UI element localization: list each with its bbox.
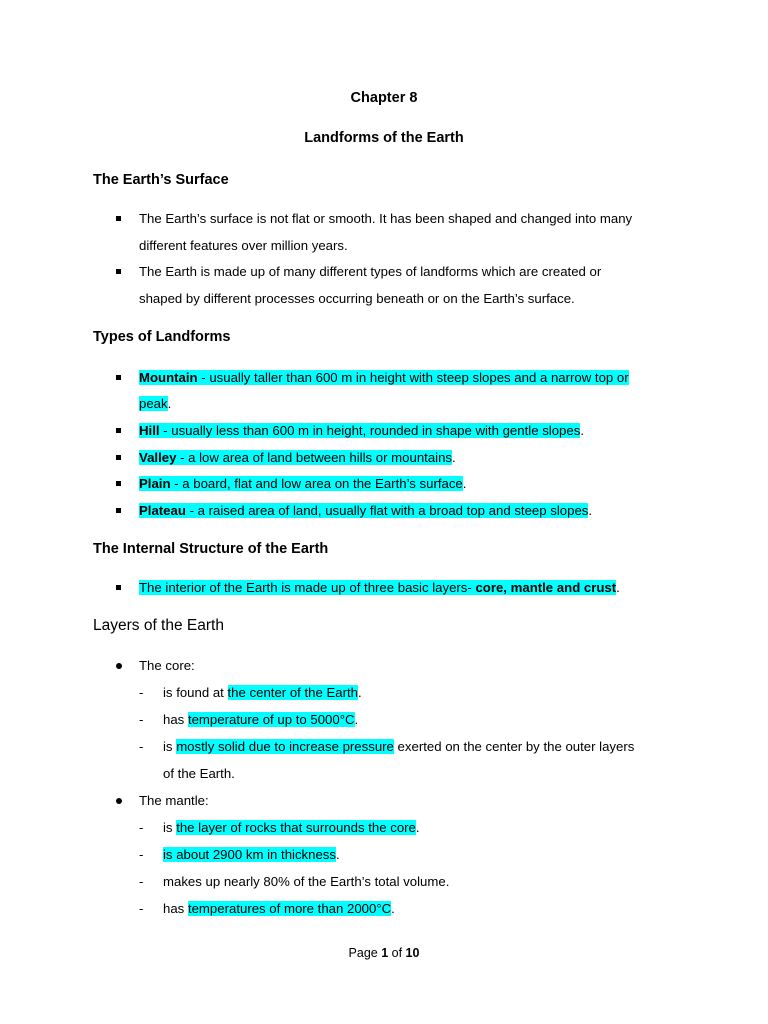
mantle-item-4-highlight: temperatures of more than 2000°C (187, 901, 392, 916)
core-item-3-line-2: of the Earth. (163, 766, 235, 781)
term-hill: Hill (139, 423, 160, 438)
surface-bullet-2-line-2: shaped by different processes occurring beneath or on the Earth’s surface. (139, 291, 575, 306)
core-item-1-text: is found at (163, 685, 228, 700)
term-mountain: Mountain (139, 370, 198, 385)
heading-earths-surface: The Earth’s Surface (93, 172, 229, 188)
mountain-definition-end: peak (139, 396, 168, 411)
period: . (452, 450, 456, 465)
core-item-2-text: has (163, 712, 188, 727)
page-word: Page (348, 946, 382, 960)
square-bullet-icon (116, 375, 121, 380)
mantle-item-4-text: has (163, 901, 188, 916)
landform-valley (139, 449, 456, 467)
core-item-2 (163, 711, 358, 729)
mantle-item-2-highlight: is about 2900 km in thickness (163, 847, 336, 862)
landform-plateau (139, 502, 592, 520)
square-bullet-icon (116, 455, 121, 460)
square-bullet-icon (116, 508, 121, 513)
landform-mountain-line-2 (139, 395, 171, 413)
square-bullet-icon (116, 269, 121, 274)
mountain-definition: - usually taller than 600 m in height with steep slopes and a narrow top or (197, 370, 629, 385)
heading-types-of-landforms: Types of Landforms (93, 329, 231, 345)
landform-plain (139, 475, 466, 493)
dash-bullet: - (139, 712, 144, 727)
square-bullet-icon (116, 428, 121, 433)
period: . (462, 476, 467, 491)
mantle-item-2 (163, 846, 340, 864)
period: . (415, 820, 420, 835)
period: . (336, 847, 340, 862)
heading-layers-of-earth: Layers of the Earth (93, 617, 224, 634)
period: . (588, 503, 593, 518)
hill-definition: - usually less than 600 m in height, rounded in shape with gentle slopes (159, 423, 581, 438)
mantle-item-4 (163, 900, 395, 918)
plateau-definition: - a raised area of land, usually flat with a broad top and steep slopes (185, 503, 589, 518)
interior-layers-statement (139, 579, 620, 597)
dash-bullet: - (139, 847, 144, 862)
surface-bullet-2-line-1: The Earth is made up of many different types of landforms which are created or (139, 264, 602, 279)
mantle-item-1-text: is (163, 820, 177, 835)
total-pages: 10 (405, 946, 420, 960)
square-bullet-icon (116, 481, 121, 486)
core-item-1-highlight: the center of the Earth (227, 685, 359, 700)
document-title: Landforms of the Earth (304, 130, 464, 146)
core-item-3-rest: exerted on the center by the outer layers (393, 739, 635, 754)
dash-bullet: - (139, 901, 144, 916)
core-label: The core: (139, 658, 195, 673)
square-bullet-icon (116, 216, 121, 221)
dash-bullet: - (139, 874, 144, 889)
core-item-3-line-1 (163, 738, 634, 756)
period: . (354, 712, 359, 727)
interior-text: The interior of the Earth is made up of three basic layers- (139, 580, 476, 595)
term-plain: Plain (139, 476, 171, 491)
landform-mountain-line-1 (139, 369, 629, 387)
dash-bullet: - (139, 739, 144, 754)
period: . (167, 396, 172, 411)
of-word: of (388, 946, 406, 960)
round-bullet-icon (116, 663, 122, 669)
mantle-label: The mantle: (139, 793, 209, 808)
period: . (358, 685, 362, 700)
core-item-3-highlight: mostly solid due to increase pressure (176, 739, 394, 754)
heading-internal-structure: The Internal Structure of the Earth (93, 541, 329, 557)
plain-definition: - a board, flat and low area on the Earth’s surface (170, 476, 463, 491)
core-item-3-text: is (163, 739, 177, 754)
period: . (391, 901, 395, 916)
mantle-item-1 (163, 819, 420, 837)
valley-definition: - a low area of land between hills or mountains (176, 450, 453, 465)
chapter-label: Chapter 8 (350, 90, 418, 106)
mantle-item-3: makes up nearly 80% of the Earth’s total volume. (163, 874, 450, 889)
core-item-1 (163, 684, 362, 702)
square-bullet-icon (116, 585, 121, 590)
term-valley: Valley (139, 450, 177, 465)
mantle-item-1-highlight: the layer of rocks that surrounds the core (176, 820, 416, 835)
surface-bullet-1-line-1: The Earth’s surface is not flat or smooth. It has been shaped and changed into many (139, 211, 633, 226)
period: . (580, 423, 584, 438)
dash-bullet: - (139, 685, 144, 700)
term-plateau: Plateau (139, 503, 186, 518)
interior-layers-bold: core, mantle and crust (475, 580, 617, 595)
core-item-2-highlight: temperature of up to 5000°C (187, 712, 355, 727)
period: . (616, 580, 620, 595)
round-bullet-icon (116, 798, 122, 804)
current-page: 1 (381, 946, 389, 960)
surface-bullet-1-line-2: different features over million years. (139, 238, 348, 253)
dash-bullet: - (139, 820, 144, 835)
landform-hill (139, 422, 584, 440)
page-number-footer (0, 946, 768, 960)
